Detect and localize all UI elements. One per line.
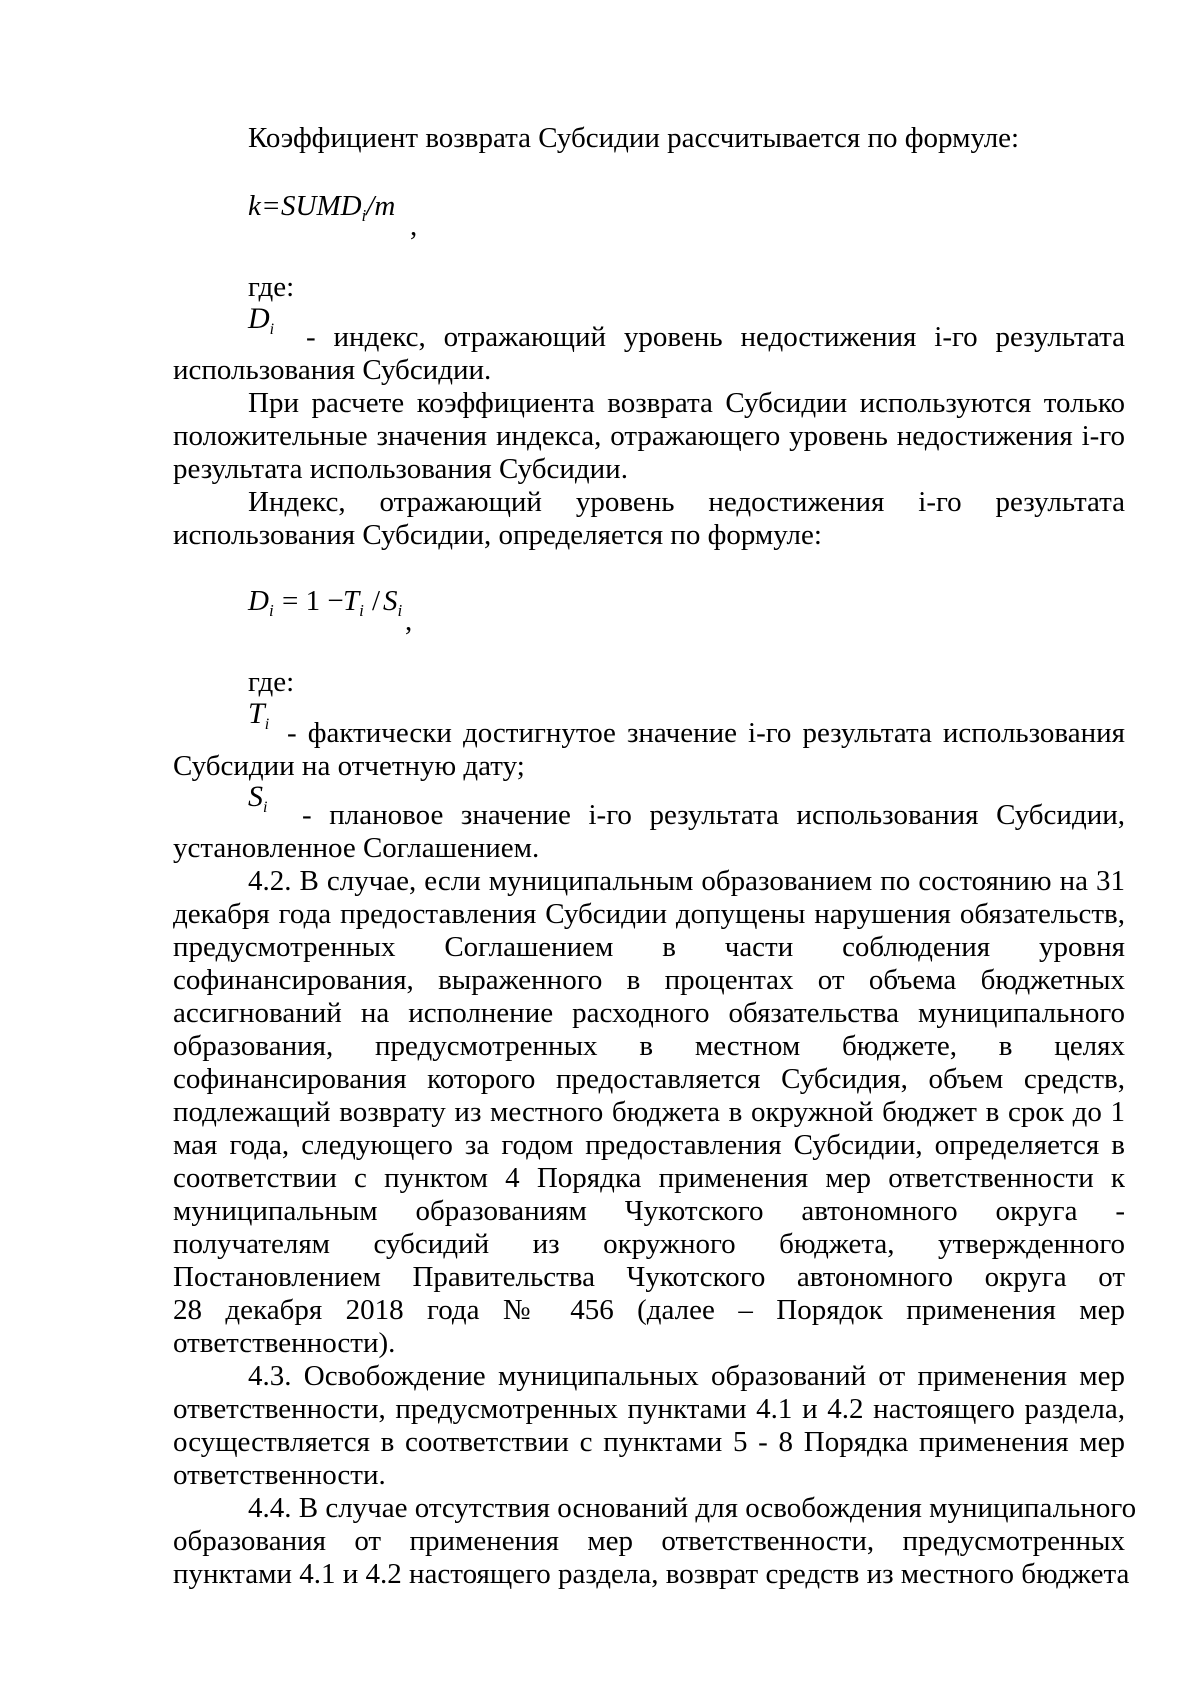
p42-line: декабря года предоставления Субсидии допущены нарушения обязательств, <box>173 898 1125 930</box>
p43-line: ответственности. <box>173 1459 386 1491</box>
formula-k-comma: , <box>410 210 418 242</box>
p44-line: образования от применения мер ответственности, предусмотренных <box>173 1525 1125 1557</box>
ti-description-line1: - фактически достигнутое значение i-го результата использования <box>287 717 1125 749</box>
p42-line: соответствии с пунктом 4 Порядка применения мер ответственности к <box>173 1162 1125 1194</box>
index-para-line2: использования Субсидии, определяется по формуле: <box>173 519 822 551</box>
p42-line: подлежащий возврату из местного бюджета в окружной бюджет в срок до 1 <box>173 1096 1125 1128</box>
p44-line: пунктами 4.1 и 4.2 настоящего раздела, возврат средств из местного бюджета <box>173 1558 1130 1590</box>
formula-k-eq: = <box>263 190 280 222</box>
si-description-line2: установленное Соглашением. <box>173 832 540 864</box>
di-description-line1: - индекс, отражающий уровень недостижения i-го результата <box>306 321 1125 353</box>
where-label-2: где: <box>248 666 295 698</box>
ti-description-line2: Субсидии на отчетную дату; <box>173 750 525 782</box>
formula-k-sumd: $SUMD_i/m$ <box>281 190 396 225</box>
p42-line: муниципальным образованиям Чукотского автономного округа - <box>173 1195 1125 1227</box>
formula-di-lhs: $D_i$ <box>248 585 274 620</box>
ti-symbol: $T_i$ <box>248 697 270 733</box>
p43-line: осуществляется в соответствии с пунктами 5 - 8 Порядка применения мер <box>173 1426 1125 1458</box>
formula-k-lhs: k <box>248 190 261 222</box>
calc-para-line1: При расчете коэффициента возврата Субсидии используются только <box>248 387 1125 419</box>
index-para-line1: Индекс, отражающий уровень недостижения i-го результата <box>248 486 1125 518</box>
formula-di-ti: $T_i$ <box>343 585 364 620</box>
di-symbol: $D_i$ <box>248 302 275 338</box>
formula-di-slash: / <box>372 585 381 617</box>
p42-line: 4.2. В случае, если муниципальным образованием по состоянию на 31 <box>248 865 1125 897</box>
p42-line: Постановлением Правительства Чукотского автономного округа от <box>173 1261 1125 1293</box>
p42-line: образования, предусмотренных в местном бюджете, в целях <box>173 1030 1125 1062</box>
formula-di-si: $S_i$ <box>383 585 403 620</box>
p43-line: ответственности, предусмотренных пунктами 4.1 и 4.2 настоящего раздела, <box>173 1393 1125 1425</box>
p42-line: 28 декабря 2018 года № 456 (далее – Порядок применения мер <box>173 1294 1125 1326</box>
p42-line: софинансирования которого предоставляется Субсидия, объем средств, <box>173 1063 1125 1095</box>
p42-line: ассигнований на исполнение расходного обязательства муниципального <box>173 997 1125 1029</box>
where-label-1: где: <box>248 271 295 303</box>
si-description-line1: - плановое значение i-го результата использования Субсидии, <box>302 799 1125 831</box>
si-symbol: $S_i$ <box>248 780 268 816</box>
formula-di-eq: = 1 − <box>282 585 344 617</box>
p43-line: 4.3. Освобождение муниципальных образований от применения мер <box>248 1360 1125 1392</box>
intro-text: Коэффициент возврата Субсидии рассчитывается по формуле: <box>248 122 1020 154</box>
p42-line: предусмотренных Соглашением в части соблюдения уровня <box>173 931 1125 963</box>
p42-line: мая года, следующего за годом предоставления Субсидии, определяется в <box>173 1129 1125 1161</box>
p42-line: софинансирования, выраженного в процентах от объема бюджетных <box>173 964 1125 996</box>
p42-line: получателям субсидий из окружного бюджета, утвержденного <box>173 1228 1125 1260</box>
formula-di-comma: , <box>405 605 413 637</box>
p44-line: 4.4. В случае отсутствия оснований для освобождения муниципального <box>248 1492 1137 1524</box>
p42-line: ответственности). <box>173 1327 396 1359</box>
di-description-line2: использования Субсидии. <box>173 354 492 386</box>
calc-para-line3: результата использования Субсидии. <box>173 453 628 485</box>
calc-para-line2: положительные значения индекса, отражающего уровень недостижения i-го <box>173 420 1125 452</box>
